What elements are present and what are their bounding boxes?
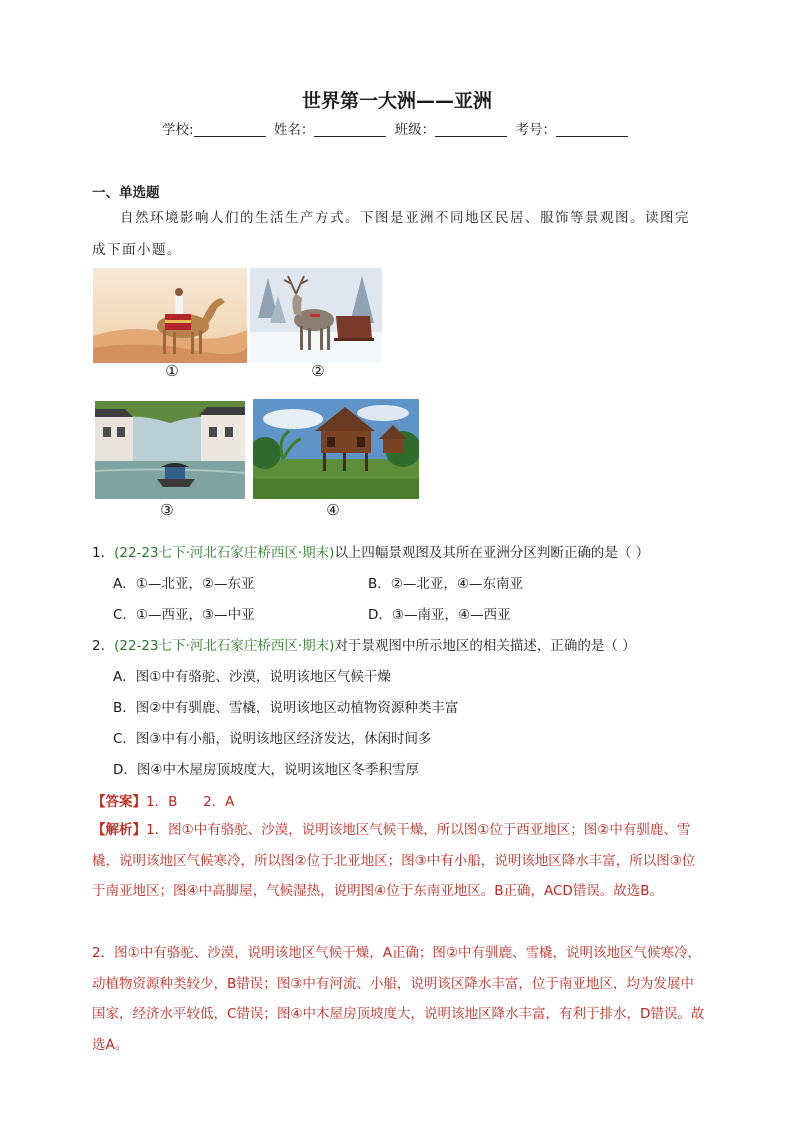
answer-tag: 【答案】 (92, 794, 146, 810)
analysis-paragraph-1 (92, 815, 706, 907)
answer-text: 1．B 2．A (146, 794, 235, 810)
name-label: 姓名： (273, 122, 315, 138)
question-2 (92, 634, 636, 654)
photo-2-label: ② (311, 362, 325, 380)
exam-no-label: 考号： (515, 122, 556, 138)
section-heading: 一、单选题 (92, 185, 160, 201)
photo-stilt-house (253, 399, 419, 499)
intro-paragraph: 自然环境影响人们的生活生产方式。下图是亚洲不同地区民居、服饰等景观图。读图完成下面小题。 (92, 210, 690, 258)
question-2-option-c[interactable]: C．图③中有小船，说明该地区经济发达，休闲时间多 (113, 731, 432, 747)
question-2-option-d[interactable]: D．图④中木屋房顶坡度大，说明该地区冬季积雪厚 (113, 762, 419, 778)
question-1-option-c[interactable]: C．①—西亚，③—中亚 (113, 607, 255, 623)
answer-line (92, 790, 234, 810)
question-2-option-b[interactable]: B．图②中有驯鹿、雪橇，说明该地区动植物资源种类丰富 (113, 700, 459, 716)
photo-canal-boat (95, 401, 245, 499)
photo-camel-desert (93, 268, 247, 363)
question-2-option-a[interactable]: A．图①中有骆驼、沙漠，说明该地区气候干燥 (113, 669, 391, 685)
photo-3-label: ③ (160, 501, 174, 519)
name-blank (314, 122, 386, 137)
question-1-stem: 以上四幅景观图及其所在亚洲分区判断正确的是（ ） (334, 545, 650, 561)
photo-4-label: ④ (326, 501, 340, 519)
page-title: 世界第一大洲——亚洲 (301, 90, 492, 112)
photo-reindeer-snow (250, 268, 382, 363)
student-info-line (0, 118, 794, 138)
question-1-option-a[interactable]: A．①—北亚，②—东亚 (113, 576, 255, 592)
school-label: 学校: (162, 122, 194, 138)
question-1-option-b[interactable]: B．②—北亚，④—东南亚 (368, 576, 523, 592)
analysis-paragraph-2: 2．图①中有骆驼、沙漠，说明该地区气候干燥，A正确；图②中有驯鹿、雪橇，说明该地区气候寒冷，动植物资源种类较少，B错误；图③中有河流、小船，说明该区降水丰富，位于南亚地区，均为发展中国家，经济水平较低，C错误；图④中木屋房顶坡度大，说明该地区降水丰富，有利于排水，D错误。故选A。 (92, 945, 705, 1053)
class-blank (435, 122, 507, 137)
question-1-source: (22-23七下·河北石家庄桥西区·期末) (114, 545, 335, 561)
question-1-number: 1． (92, 545, 115, 561)
analysis-text-1: 1．图①中有骆驼、沙漠，说明该地区气候干燥，所以图①位于西亚地区；图②中有驯鹿、雪橇，说明该地区气候寒冷，所以图②位于北亚地区；图③中有小船，说明该地区降水丰富，所以图③位于南亚地区；图④中高脚屋，气候湿热，说明图④位于东南亚地区。B正确，ACD错误。故选B。 (92, 822, 696, 899)
class-label: 班级： (394, 122, 436, 138)
question-2-number: 2． (92, 638, 115, 654)
question-2-source: (22-23七下·河北石家庄桥西区·期末) (114, 638, 335, 654)
question-1-option-d[interactable]: D．③—南亚，④—西亚 (368, 607, 511, 623)
school-blank (194, 122, 266, 137)
exam-no-blank (556, 122, 628, 137)
question-2-stem: 对于景观图中所示地区的相关描述，正确的是（ ） (334, 638, 636, 654)
analysis-tag: 【解析】 (92, 822, 146, 838)
photo-1-label: ① (165, 362, 179, 380)
question-1 (92, 541, 649, 561)
